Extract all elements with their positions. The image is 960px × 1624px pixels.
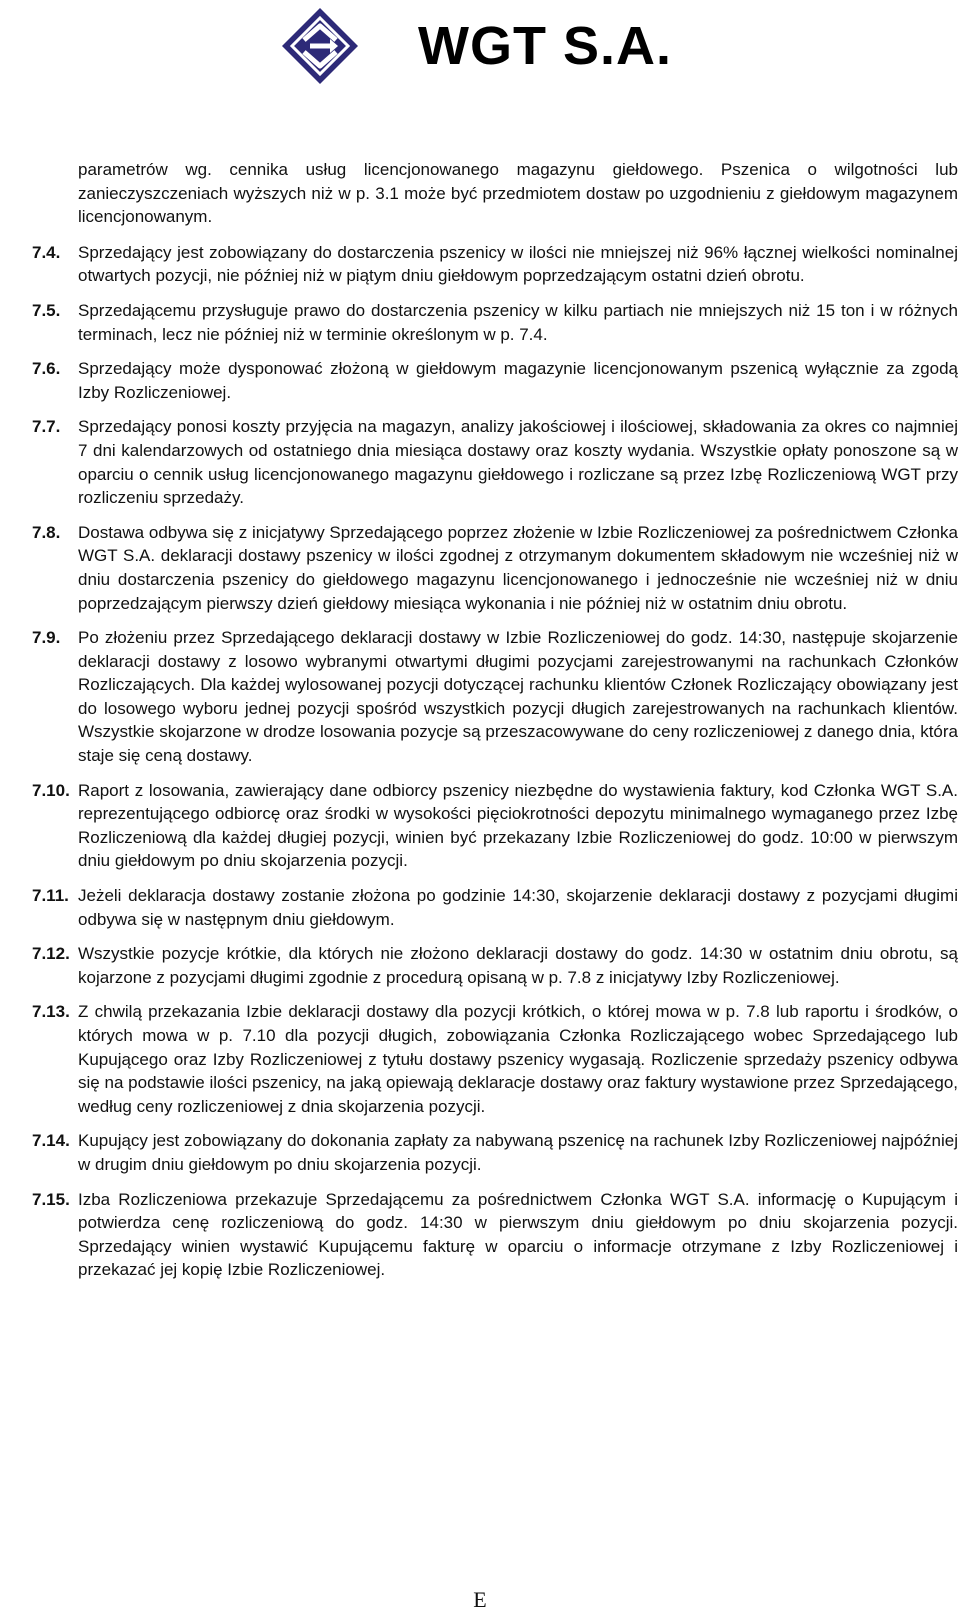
numbered-paragraph bbox=[32, 357, 960, 404]
numbered-paragraph bbox=[32, 415, 960, 509]
company-name: WGT S.A. bbox=[418, 16, 672, 76]
numbered-paragraph bbox=[32, 1129, 960, 1176]
paragraph-number: 7.13. bbox=[32, 1002, 70, 1022]
paragraph-text: Sprzedającemu przysługuje prawo do dostarczenia pszenicy w kilku partiach nie mniejszych niż 15 ton i w różnych terminach, lecz nie później niż w terminie określonym w p. 7.4. bbox=[78, 300, 958, 344]
paragraph-number: 7.15. bbox=[32, 1189, 70, 1209]
paragraph-text: Izba Rozliczeniowa przekazuje Sprzedającemu za pośrednictwem Członka WGT S.A. informację o Kupującym i potwierdza cenę rozliczeniową do godz. 14:30 w pierwszym dniu giełdowym po dniu skojarzenia pozycji. Sprzedający winien wystawić Kupującemu fakturę w oparciu o informacje otrzymane z Izby Rozliczeniowej i przekazać jej kopię Izbie Rozliczeniowej. bbox=[78, 1189, 958, 1280]
paragraph-number: 7.12. bbox=[32, 944, 70, 964]
paragraph-text: Z chwilą przekazania Izbie deklaracji dostawy dla pozycji krótkich, o której mowa w p. 7.8 lub raportu i środków, o których mowa w p. 7.10 dla pozycji długich, zobowiązania Członka Rozliczającego wobec Sprzedającego lub Kupującego oraz Izby Rozliczeniowej z tytułu dostawy pszenicy wygasają. Rozliczenie sprzedaży pszenicy odbywa się na podstawie ilości pszenicy, na jaką opiewają deklaracje dostawy oraz faktury wystawione przez Sprzedającego, według ceny rozliczeniowej z dnia skojarzenia pozycji. bbox=[78, 1002, 958, 1116]
numbered-paragraph bbox=[32, 241, 960, 288]
numbered-paragraph bbox=[32, 884, 960, 931]
paragraph-number: 7.14. bbox=[32, 1131, 70, 1151]
paragraph-text: Jeżeli deklaracja dostawy zostanie złożona po godzinie 14:30, skojarzenie deklaracji dostawy z pozycjami długimi odbywa się w następnym dniu giełdowym. bbox=[78, 886, 958, 929]
paragraph-number: 7.5. bbox=[32, 300, 61, 320]
numbered-paragraph bbox=[32, 1000, 960, 1118]
paragraph-text: Po złożeniu przez Sprzedającego deklaracji dostawy w Izbie Rozliczeniowej do godz. 14:30, następuje skojarzenie deklaracji dostawy z losowo wybranymi otwartymi długimi pozycjami zarejestrowanymi na rachunkach Członków Rozliczających. Dla każdej wylosowanej pozycji dotyczącej rachunku klientów Członek Rozliczający obowiązany jest do losowego wyboru jednej pozycji spośród wszystkich pozycji długich zarejestrowanych na rachunkach klientów. Wszystkie skojarzone w drodze losowania pozycje są przeszacowywane do ceny rozliczeniowej z danego dnia, która staje się ceną dostawy. bbox=[78, 628, 958, 766]
numbered-paragraph bbox=[32, 626, 960, 768]
intro-paragraph: parametrów wg. cennika usług licencjonowanego magazynu giełdowego. Pszenica o wilgotności lub zanieczyszczeniach wyższych niż w p. 3.1 może być przedmiotem dostaw po uzgodnieniu z giełdowym magazynem licencjonowanym. bbox=[78, 160, 958, 227]
paragraph-text: Raport z losowania, zawierający dane odbiorcy pszenicy niezbędne do wystawienia faktury, kod Członka WGT S.A. reprezentującego odbiorcę oraz środki w wysokości pięciokrotności depozytu minimalnego wymaganego przez Izbę Rozliczeniową dla każdej długiej pozycji, winien być przekazany Izbie Rozliczeniowej do godz. 10:00 w pierwszym dniu giełdowym po dniu skojarzenia pozycji. bbox=[78, 780, 958, 871]
numbered-paragraph bbox=[32, 521, 960, 615]
document-header bbox=[0, 4, 960, 84]
paragraph-number: 7.8. bbox=[32, 522, 61, 542]
wgt-logo-icon bbox=[280, 6, 360, 86]
paragraph-text: Dostawa odbywa się z inicjatywy Sprzedającego poprzez złożenie w Izbie Rozliczeniowej za pośrednictwem Członka WGT S.A. deklaracji dostawy pszenicy w ilości zgodnej z otrzymanym dokumentem składowym nie wcześniej niż w dniu dostarczenia pszenicy do giełdowego magazynu licencjonowanego i jednocześnie nie wcześniej niż w dniu poprzedzającym pierwszy dzień giełdowy miesiąca wykonania i nie później niż w ostatnim dniu obrotu. bbox=[78, 522, 958, 613]
numbered-paragraph bbox=[32, 299, 960, 346]
paragraph-number: 7.11. bbox=[32, 886, 69, 906]
page-footer-mark: E bbox=[473, 1587, 487, 1612]
paragraph-text: Sprzedający może dysponować złożoną w giełdowym magazynie licencjonowanym pszenicą wyłącznie za zgodą Izby Rozliczeniowej. bbox=[78, 359, 958, 402]
paragraph-number: 7.4. bbox=[32, 242, 61, 262]
paragraph-number: 7.7. bbox=[32, 417, 61, 437]
paragraph-text: Sprzedający jest zobowiązany do dostarczenia pszenicy w ilości nie mniejszej niż 96% łącznej wielkości nominalnej otwartych pozycji, nie później niż w piątym dniu giełdowym poprzedzającym ostatni dzień obrotu. bbox=[78, 242, 958, 286]
paragraph-list bbox=[32, 241, 960, 1282]
paragraph-number: 7.6. bbox=[32, 359, 61, 379]
numbered-paragraph bbox=[32, 1188, 960, 1282]
paragraph-text: Wszystkie pozycje krótkie, dla których nie złożono deklaracji dostawy do godz. 14:30 w ostatnim dniu obrotu, są kojarzone z pozycjami długimi zgodnie z procedurą opisaną w p. 7.8 z inicjatywy Izby Rozliczeniowej. bbox=[78, 944, 958, 987]
paragraph-number: 7.10. bbox=[32, 780, 70, 800]
numbered-paragraph bbox=[32, 779, 960, 873]
document-body bbox=[32, 158, 960, 1293]
paragraph-number: 7.9. bbox=[32, 628, 61, 648]
paragraph-text: Sprzedający ponosi koszty przyjęcia na magazyn, analizy jakościowej i ilościowej, składowania za okres co najmniej 7 dni kalendarzowych od ostatniego dnia miesiąca dostawy oraz koszty wydania. Wszystkie opłaty ponoszone są w oparciu o cennik usług licencjonowanego magazynu giełdowego i rozliczane są przez Izbę Rozliczeniową WGT przy rozliczeniu sprzedaży. bbox=[78, 417, 958, 508]
numbered-paragraph bbox=[32, 942, 960, 989]
paragraph-text: Kupujący jest zobowiązany do dokonania zapłaty za nabywaną pszenicę na rachunek Izby Rozliczeniowej najpóźniej w drugim dniu giełdowym po dniu skojarzenia pozycji. bbox=[78, 1131, 958, 1174]
